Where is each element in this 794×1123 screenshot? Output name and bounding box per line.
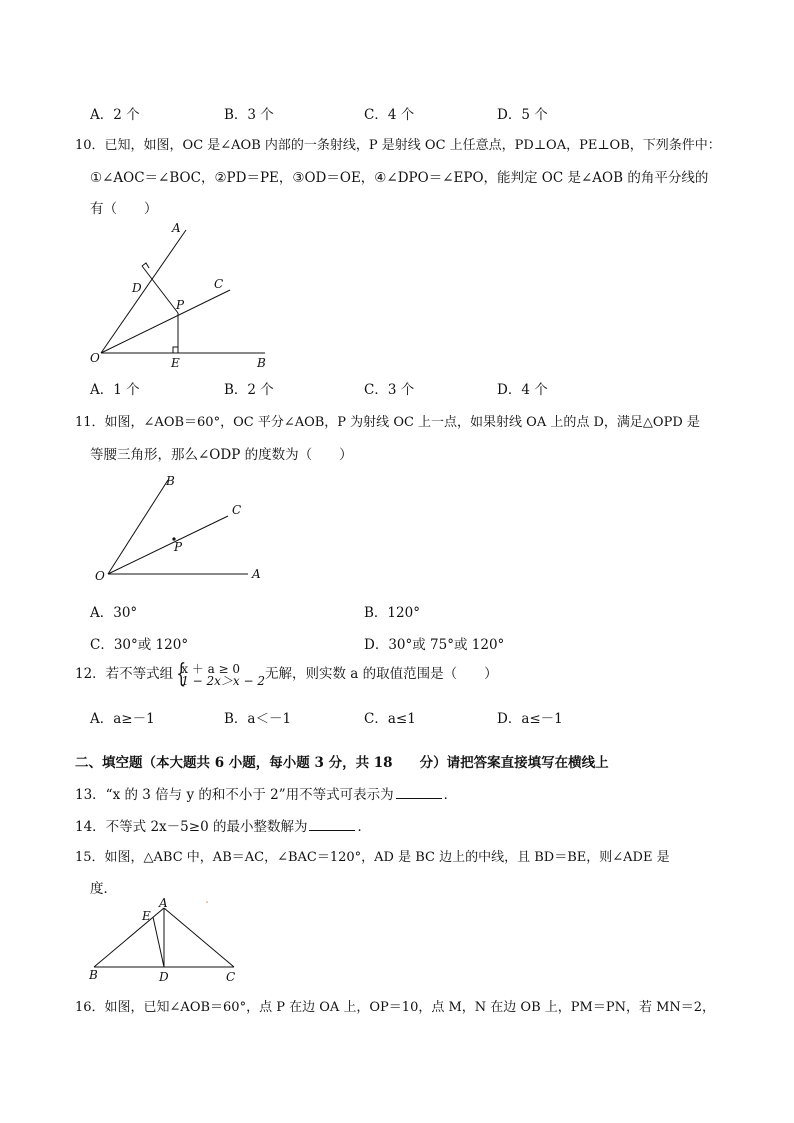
q12-option-a: A．a≥－1 — [90, 711, 155, 727]
q15-label-d: D — [159, 970, 169, 984]
q14-answer-blank[interactable] — [309, 818, 355, 831]
q12-option-c: C．a≤1 — [364, 711, 416, 727]
q9-option-c: C．4 个 — [364, 107, 415, 123]
q11-label-o: O — [95, 569, 105, 583]
q10-label-e: E — [171, 356, 180, 370]
q12-suffix: 无解，则实数 a 的取值范围是（ ） — [265, 666, 498, 682]
section-2-heading: 二、填空题（本大题共 6 小题，每小题 3 分，共 18 分）请把答案直接填写在横线上 — [75, 755, 609, 771]
q9-option-a: A．2 个 — [90, 107, 140, 123]
q10-label-o: O — [90, 351, 100, 365]
q10-figure — [80, 220, 280, 370]
q10-option-a: A．1 个 — [90, 382, 140, 398]
q10-label-p: P — [176, 298, 185, 312]
q13 — [75, 783, 457, 803]
q13-end: ． — [443, 787, 458, 803]
q10-option-c: C．3 个 — [364, 382, 415, 398]
q9-option-b: B．3 个 — [224, 107, 274, 123]
q13-answer-blank[interactable] — [396, 786, 442, 799]
q13-text: 13．“x 的 3 倍与 y 的和不小于 2”用不等式可表示为 — [75, 787, 394, 803]
q10-label-d: D — [132, 281, 142, 295]
q11-figure — [88, 470, 278, 585]
q10-line3: 有（ ） — [90, 201, 158, 217]
q14 — [75, 815, 371, 835]
q15-label-c: C — [226, 970, 236, 984]
q15-label-a: A — [159, 896, 168, 910]
q11-option-b: B．120° — [364, 605, 420, 621]
q12-system — [173, 663, 265, 687]
q12-option-b: B．a＜－1 — [224, 711, 292, 727]
q11-option-a: A．30° — [90, 605, 138, 621]
q12-eq1: { x ＋ a ≥ 0 — [181, 661, 241, 676]
q15-line2: 度． — [90, 881, 117, 897]
q12-stem — [75, 662, 498, 687]
q14-text: 14．不等式 2x－5≥0 的最小整数解为 — [75, 819, 308, 835]
q11-line2: 等腰三角形，那么∠ODP 的度数为（ ） — [90, 447, 353, 463]
q16-line1: 16．如图，已知∠AOB＝60°，点 P 在边 OA 上，OP＝10，点 M，N 在边 OB 上，PM＝PN，若 MN＝2， — [75, 1000, 716, 1015]
q14-end: ． — [357, 819, 371, 835]
q12-prefix: 12．若不等式组 — [75, 666, 174, 682]
q11-label-c: C — [232, 503, 242, 517]
q10-line1: 10．已知，如图，OC 是∠AOB 内部的一条射线，P 是射线 OC 上任意点，PD⊥OA，PE⊥OB，下列条件中： — [75, 138, 721, 153]
q12-option-d: D．a≤－1 — [497, 711, 563, 727]
q11-line1: 11．如图，∠AOB＝60°，OC 平分∠AOB，P 为射线 OC 上一点，如果射线 OA 上的点 D，满足△OPD 是 — [75, 415, 700, 430]
q11-label-a: A — [252, 567, 261, 581]
q10-label-a: A — [172, 221, 181, 235]
q15-label-e: E — [142, 909, 151, 923]
q15-label-b: B — [89, 968, 98, 982]
q11-label-b: B — [166, 474, 175, 488]
q10-label-b: B — [257, 356, 266, 370]
q15-line1: 15．如图，△ABC 中，AB＝AC，∠BAC＝120°，AD 是 BC 边上的中线，且 BD＝BE，则∠ADE 是 — [75, 850, 670, 865]
q10-label-c: C — [214, 277, 224, 291]
q11-label-p: P — [174, 540, 183, 554]
q12-eq2: 1 − 2x＞x − 2 — [181, 673, 265, 688]
q10-line2: ①∠AOC＝∠BOC，②PD＝PE，③OD＝OE，④∠DPO＝∠EPO，能判定 OC 是∠AOB 的角平分线的 — [90, 170, 709, 186]
q11-option-c: C．30°或 120° — [90, 637, 189, 653]
q11-option-d: D．30°或 75°或 120° — [364, 637, 505, 653]
q10-option-b: B．2 个 — [224, 382, 274, 398]
q15-figure — [85, 895, 245, 985]
q10-option-d: D．4 个 — [497, 382, 548, 398]
q9-option-d: D．5 个 — [497, 107, 548, 123]
